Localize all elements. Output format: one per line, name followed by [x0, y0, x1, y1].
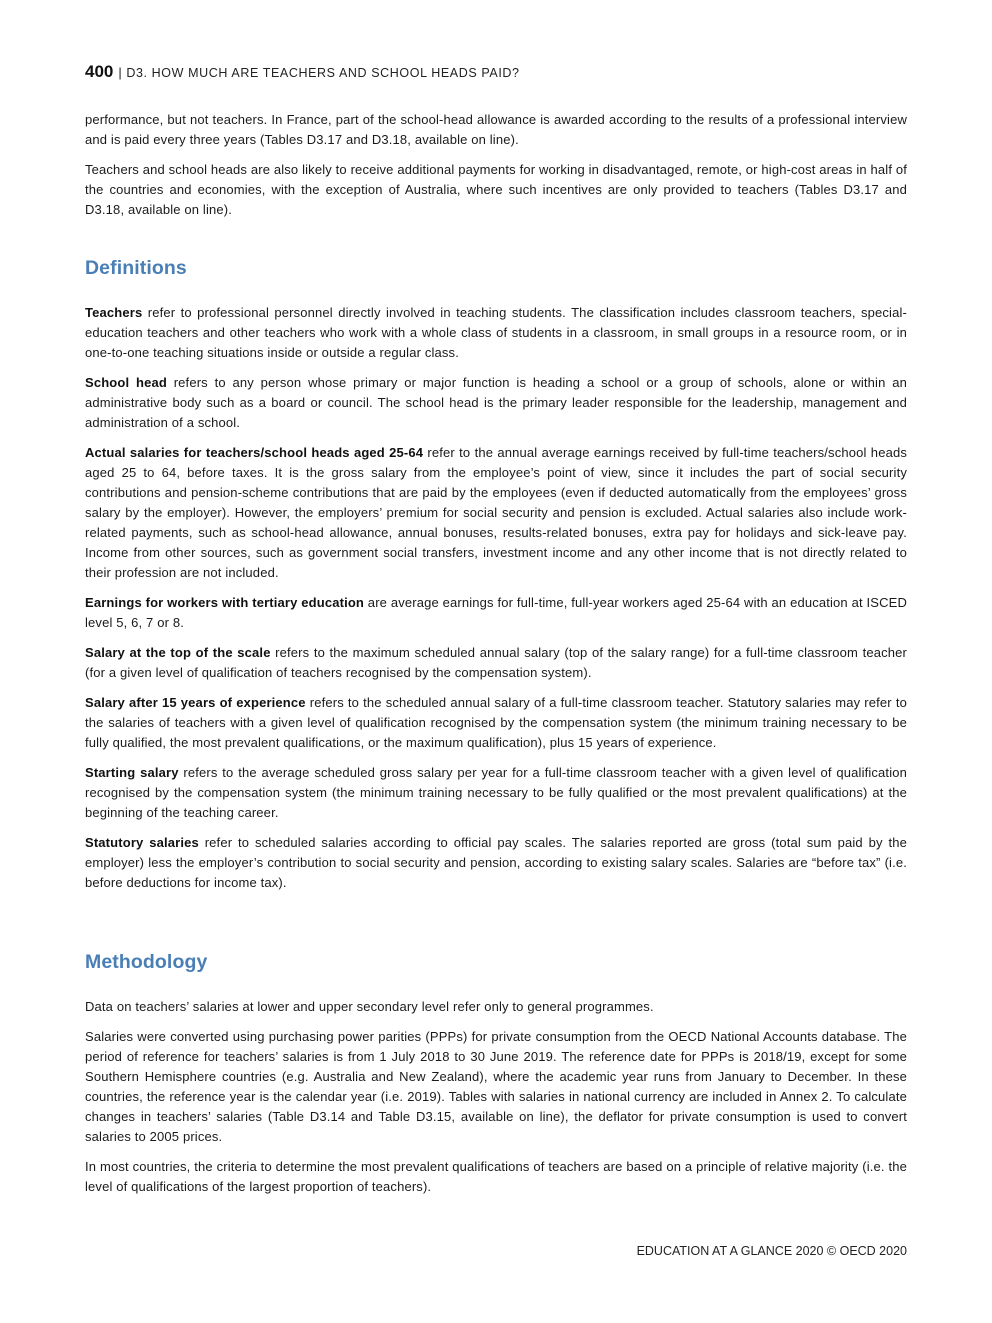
definition-tertiary-earnings [85, 593, 907, 633]
definition-term: Salary at the top of the scale [85, 645, 271, 660]
intro-paragraph: Teachers and school heads are also likely to receive additional payments for working in disadvantaged, remote, or high-cost areas in half of the countries and economies, with the exception of Australia, where such incentives are only provided to teachers (Tables D3.17 and D3.18, available on line). [85, 162, 907, 217]
definition-term: Earnings for workers with tertiary education [85, 595, 365, 610]
definition-text: refers to any person whose primary or major function is heading a school or a group of schools, alone or within an administrative body such as a board or council. The school head is the primary leader responsible for the leadership, management and administration of a school. [85, 375, 907, 430]
definition-15-years [85, 693, 907, 753]
definition-term: Teachers [85, 305, 143, 320]
definition-starting-salary [85, 763, 907, 823]
chapter-title: D3. HOW MUCH ARE TEACHERS AND SCHOOL HEADS PAID? [126, 66, 520, 80]
intro-paragraph: performance, but not teachers. In France, part of the school-head allowance is awarded according to the results of a professional interview and is paid every three years (Tables D3.17 and D3.18, available on line). [85, 112, 907, 147]
definition-term: Starting salary [85, 765, 179, 780]
methodology-heading: Methodology [85, 951, 208, 973]
definition-term: Statutory salaries [85, 835, 199, 850]
definitions-heading: Definitions [85, 257, 187, 279]
definition-text: refers to the average scheduled gross salary per year for a full-time classroom teacher with a given level of qualification recognised by the compensation system (the minimum training necessary to be fully qualified or the most prevalent qualifications) at the beginning of the teaching career. [85, 765, 907, 820]
definition-term: Salary after 15 years of experience [85, 695, 306, 710]
definition-teachers [85, 303, 907, 363]
intro-section [85, 110, 907, 230]
definition-text: refers to the scheduled annual salary of a full-time classroom teacher. Statutory salaries may refer to the salaries of teachers with a given level of qualification recognised by the compensation system (the minimum training necessary to be fully qualified, the most prevalent qualifications, or the maximum qualification), plus 15 years of experience. [85, 695, 907, 750]
definition-term: Actual salaries for teachers/school heads aged 25-64 [85, 445, 424, 460]
definition-text: refer to scheduled salaries according to official pay scales. The salaries reported are gross (total sum paid by the employer) less the employer’s contribution to social security and pension, according to existing salary scales. Salaries are “before tax” (i.e. before deductions for income tax). [85, 835, 907, 890]
page-footer: EDUCATION AT A GLANCE 2020 © OECD 2020 [636, 1244, 907, 1258]
definition-statutory-salaries [85, 833, 907, 893]
methodology-paragraph: In most countries, the criteria to determine the most prevalent qualifications of teachers are based on a principle of relative majority (i.e. the level of qualifications of the largest proportion of teachers). [85, 1159, 907, 1194]
definition-text: refer to the annual average earnings received by full-time teachers/school heads aged 25 to 64, before taxes. It is the gross salary from the employee’s point of view, since it includes the part of social security contributions and pension-scheme contributions that are paid by the employees (even if deducted automatically from the employees’ gross salary by the employer). However, the employers’ premium for social security and pension is excluded. Actual salaries also include work-related payments, such as school-head allowance, annual bonuses, results-related bonuses, extra pay for holidays and sick-leave pay. Income from other sources, such as government social transfers, investment income and any other income that is not directly related to their profession are not included. [85, 445, 907, 580]
running-header [85, 62, 520, 82]
definition-term: School head [85, 375, 167, 390]
header-separator: | [118, 65, 123, 80]
page-number: 400 [85, 62, 114, 81]
methodology-section [85, 997, 907, 1207]
methodology-paragraph: Salaries were converted using purchasing power parities (PPPs) for private consumption from the OECD National Accounts database. The period of reference for teachers’ salaries is from 1 July 2018 to 30 June 2019. The reference date for PPPs is 2018/19, except for some Southern Hemisphere countries (e.g. Australia and New Zealand), where the academic year runs from January to December. In these countries, the reference year is the calendar year (i.e. 2019). Tables with salaries in national currency are included in Annex 2. To calculate changes in teachers’ salaries (Table D3.14 and Table D3.15, available on line), the deflator for private consumption is used to convert salaries to 2005 prices. [85, 1029, 907, 1144]
definition-actual-salaries [85, 443, 907, 583]
definition-school-head [85, 373, 907, 433]
definition-text: refer to professional personnel directly involved in teaching students. The classification includes classroom teachers, special-education teachers and other teachers who work with a whole class of students in a classroom, in small groups in a resource room, or in one-to-one teaching situations inside or outside a regular class. [85, 305, 907, 360]
definition-text: refers to the maximum scheduled annual salary (top of the salary range) for a full-time classroom teacher (for a given level of qualification of teachers recognised by the compensation system). [85, 645, 907, 680]
definition-top-of-scale [85, 643, 907, 683]
methodology-paragraph: Data on teachers’ salaries at lower and upper secondary level refer only to general programmes. [85, 999, 654, 1014]
definition-text: are average earnings for full-time, full-year workers aged 25-64 with an education at ISCED level 5, 6, 7 or 8. [85, 595, 907, 630]
definitions-section [85, 303, 907, 903]
